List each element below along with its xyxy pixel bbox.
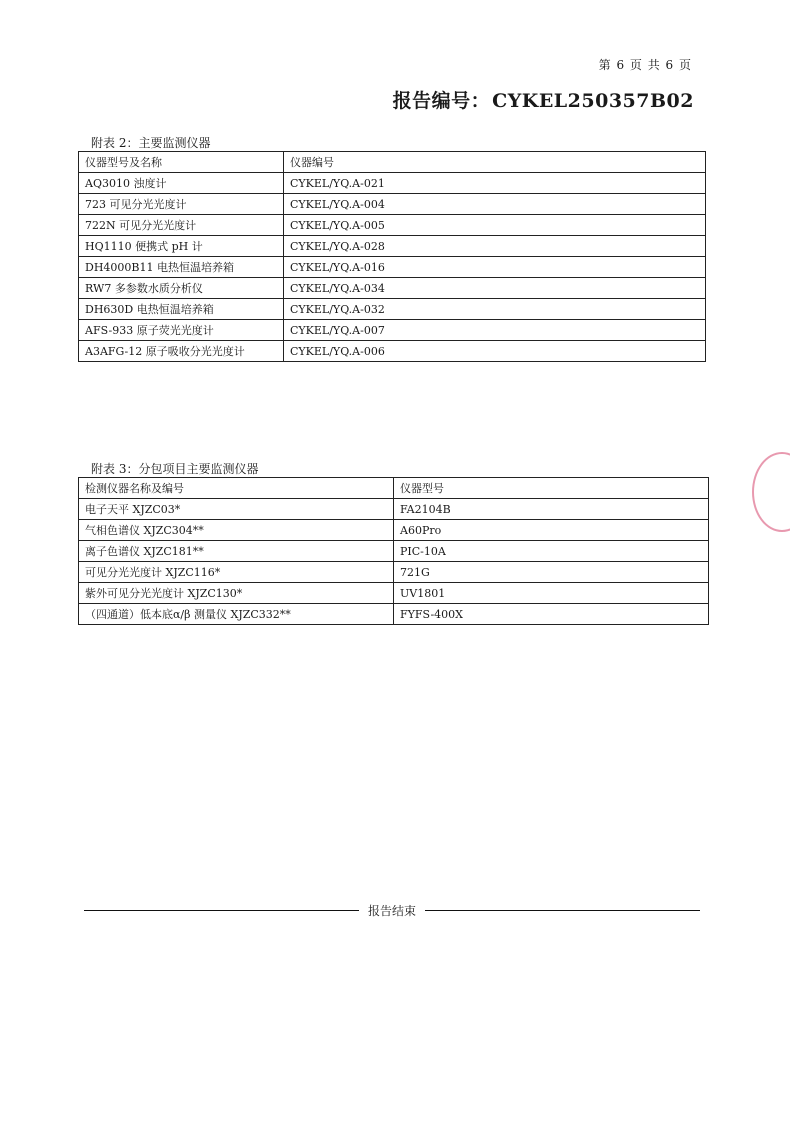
report-number-value: CYKEL250357B02 xyxy=(492,90,694,112)
table-header-row xyxy=(79,152,706,173)
instrument-model-cell: HQ1110 便携式 pH 计 xyxy=(79,236,284,257)
instrument-number-cell: CYKEL/YQ.A-034 xyxy=(284,278,706,299)
instrument-model-cell: DH630D 电热恒温培养箱 xyxy=(79,299,284,320)
instrument-model-cell: 722N 可见分光光度计 xyxy=(79,215,284,236)
table-row xyxy=(79,278,706,299)
instrument-model-cell: A60Pro xyxy=(394,520,709,541)
instrument-number-cell: CYKEL/YQ.A-004 xyxy=(284,194,706,215)
instrument-model-cell: FYFS-400X xyxy=(394,604,709,625)
instrument-model-cell: PIC-10A xyxy=(394,541,709,562)
instrument-model-cell: DH4000B11 电热恒温培养箱 xyxy=(79,257,284,278)
table-row xyxy=(79,604,709,625)
instrument-number-cell: CYKEL/YQ.A-007 xyxy=(284,320,706,341)
report-end-text: 报告结束 xyxy=(368,903,417,918)
instrument-number-cell: CYKEL/YQ.A-006 xyxy=(284,341,706,362)
table-row xyxy=(79,236,706,257)
table1-caption: 附表 2：主要监测仪器 xyxy=(91,136,211,150)
instrument-name-cell: 电子天平 XJZC03* xyxy=(79,499,394,520)
instrument-model-cell: A3AFG-12 原子吸收分光光度计 xyxy=(79,341,284,362)
instrument-model-cell: 721G xyxy=(394,562,709,583)
header-cell: 仪器型号 xyxy=(394,478,709,499)
instrument-name-cell: 可见分光光度计 XJZC116* xyxy=(79,562,394,583)
instrument-model-cell: FA2104B xyxy=(394,499,709,520)
instrument-model-cell: RW7 多参数水质分析仪 xyxy=(79,278,284,299)
subcontract-instruments-table xyxy=(78,477,709,625)
main-instruments-table xyxy=(78,151,706,362)
page-number: 第 6 页 共 6 页 xyxy=(598,58,692,72)
instrument-model-cell: UV1801 xyxy=(394,583,709,604)
table-row xyxy=(79,541,709,562)
table-row xyxy=(79,194,706,215)
report-number-heading xyxy=(393,86,694,113)
instrument-name-cell: 紫外可见分光光度计 XJZC130* xyxy=(79,583,394,604)
instrument-name-cell: 离子色谱仪 XJZC181** xyxy=(79,541,394,562)
header-cell: 检测仪器名称及编号 xyxy=(79,478,394,499)
instrument-model-cell: 723 可见分光光度计 xyxy=(79,194,284,215)
table-row xyxy=(79,173,706,194)
header-cell: 仪器编号 xyxy=(284,152,706,173)
instrument-number-cell: CYKEL/YQ.A-028 xyxy=(284,236,706,257)
report-end-divider xyxy=(84,902,700,918)
instrument-number-cell: CYKEL/YQ.A-021 xyxy=(284,173,706,194)
table-row xyxy=(79,341,706,362)
report-number-label: 报告编号： xyxy=(392,90,491,112)
table-row xyxy=(79,499,709,520)
instrument-name-cell: 气相色谱仪 XJZC304** xyxy=(79,520,394,541)
table-header-row xyxy=(79,478,709,499)
table-row xyxy=(79,215,706,236)
divider-line-left xyxy=(84,910,359,911)
seal-stamp xyxy=(752,452,790,532)
table-row xyxy=(79,583,709,604)
table-row xyxy=(79,320,706,341)
instrument-number-cell: CYKEL/YQ.A-032 xyxy=(284,299,706,320)
table-row xyxy=(79,299,706,320)
instrument-name-cell: （四通道）低本底α/β 测量仪 XJZC332** xyxy=(79,604,394,625)
table-row xyxy=(79,257,706,278)
table-row xyxy=(79,562,709,583)
table-row xyxy=(79,520,709,541)
instrument-number-cell: CYKEL/YQ.A-005 xyxy=(284,215,706,236)
table2-caption: 附表 3：分包项目主要监测仪器 xyxy=(91,462,259,476)
instrument-model-cell: AFS-933 原子荧光光度计 xyxy=(79,320,284,341)
divider-line-right xyxy=(425,910,700,911)
header-cell: 仪器型号及名称 xyxy=(79,152,284,173)
instrument-model-cell: AQ3010 浊度计 xyxy=(79,173,284,194)
instrument-number-cell: CYKEL/YQ.A-016 xyxy=(284,257,706,278)
